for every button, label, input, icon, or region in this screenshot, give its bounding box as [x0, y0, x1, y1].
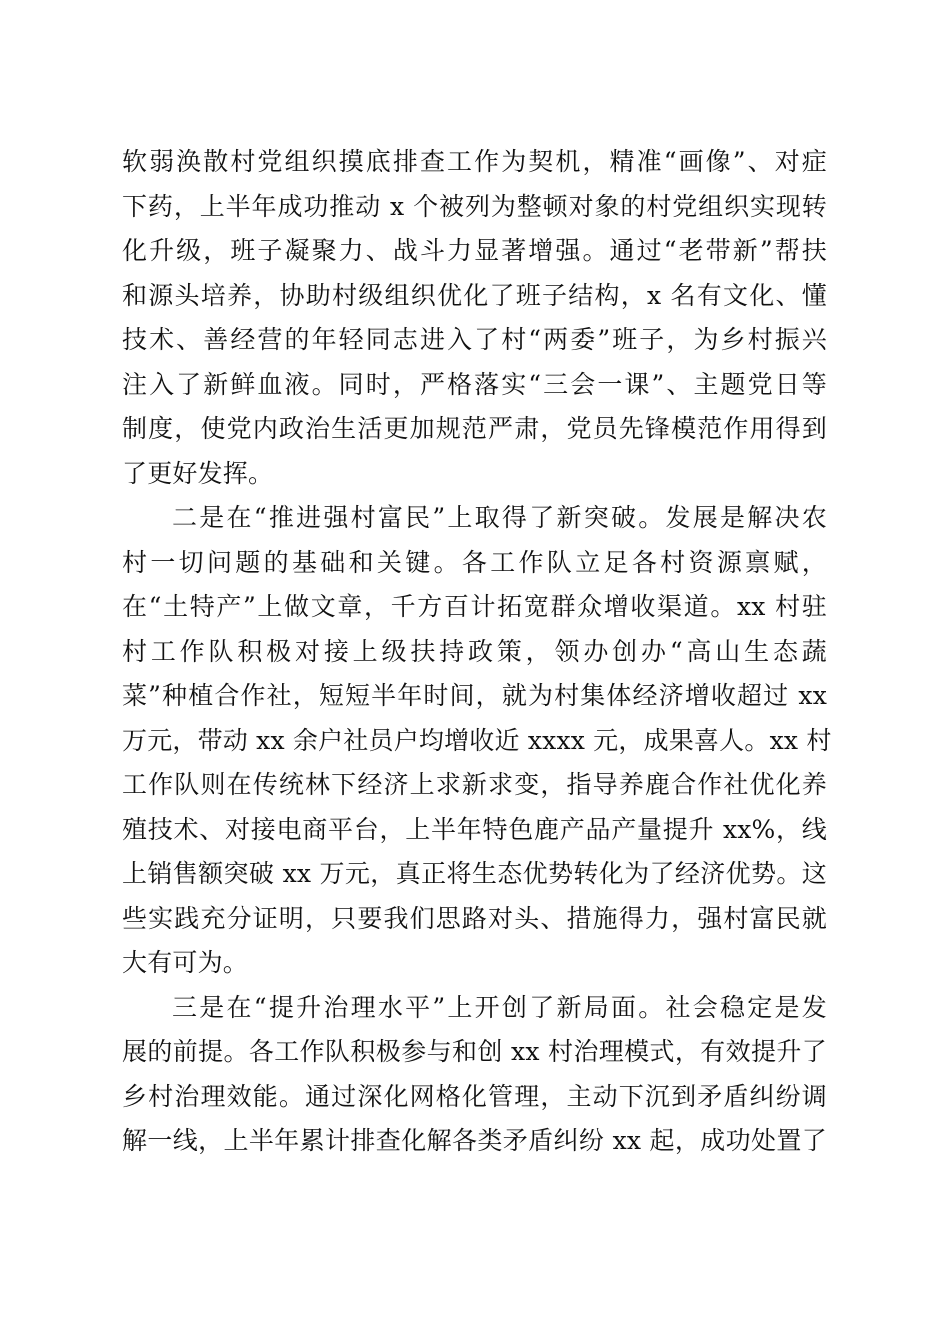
- p3-line-2: 展的前提。各工作队积极参与和创 xx 村治理模式，有效提升了: [122, 1037, 827, 1066]
- p2-line-5: 菜”种植合作社，短短半年时间，就为村集体经济增收超过 xx: [122, 681, 827, 710]
- p1-line-1: 软弱涣散村党组织摸底排查工作为契机，精准“画像”、对症: [122, 147, 827, 176]
- document-body: [122, 140, 832, 1164]
- p1-line-2: 下药，上半年成功推动 x 个被列为整顿对象的村党组织实现转: [122, 191, 827, 221]
- p2-line-2: 村一切问题的基础和关键。各工作队立足各村资源禀赋，: [122, 547, 827, 577]
- p1-line-8: 了更好发挥。: [122, 458, 274, 488]
- p3-line-1: 三是在“提升治理水平”上开创了新局面。社会稳定是发: [172, 992, 827, 1022]
- p1-line-3: 化升级，班子凝聚力、战斗力显著增强。通过“老带新”帮扶: [122, 236, 827, 265]
- p2-line-10: 些实践充分证明，只要我们思路对头、措施得力，强村富民就: [122, 903, 827, 933]
- p2-line-3: 在“土特产”上做文章，千方百计拓宽群众增收渠道。xx 村驻: [122, 592, 827, 621]
- p2-line-4: 村工作队积极对接上级扶持政策，领办创办“高山生态蔬: [122, 636, 827, 666]
- p1-line-7: 制度，使党内政治生活更加规范严肃，党员先锋模范作用得到: [122, 414, 827, 443]
- p2-line-7: 工作队则在传统林下经济上求新求变，指导养鹿合作社优化养: [122, 770, 827, 799]
- p2-line-6: 万元，带动 xx 余户社员户均增收近 xxxx 元，成果喜人。xx 村: [122, 725, 832, 755]
- p2-line-1: 二是在“推进强村富民”上取得了新突破。发展是解决农: [172, 503, 827, 532]
- p2-line-8: 殖技术、对接电商平台，上半年特色鹿产品产量提升 xx%，线: [122, 814, 827, 844]
- p2-line-11: 大有可为。: [122, 948, 249, 977]
- p1-line-5: 技术、善经营的年轻同志进入了村“两委”班子，为乡村振兴: [122, 325, 827, 354]
- p1-line-6: 注入了新鲜血液。同时，严格落实“三会一课”、主题党日等: [122, 369, 827, 399]
- p3-line-4: 解一线，上半年累计排查化解各类矛盾纠纷 xx 起，成功处置了: [122, 1126, 827, 1155]
- p3-line-3: 乡村治理效能。通过深化网格化管理，主动下沉到矛盾纠纷调: [122, 1081, 827, 1111]
- p1-line-4: 和源头培养，协助村级组织优化了班子结构，x 名有文化、懂: [122, 280, 827, 310]
- p2-line-9: 上销售额突破 xx 万元，真正将生态优势转化为了经济优势。这: [122, 859, 827, 888]
